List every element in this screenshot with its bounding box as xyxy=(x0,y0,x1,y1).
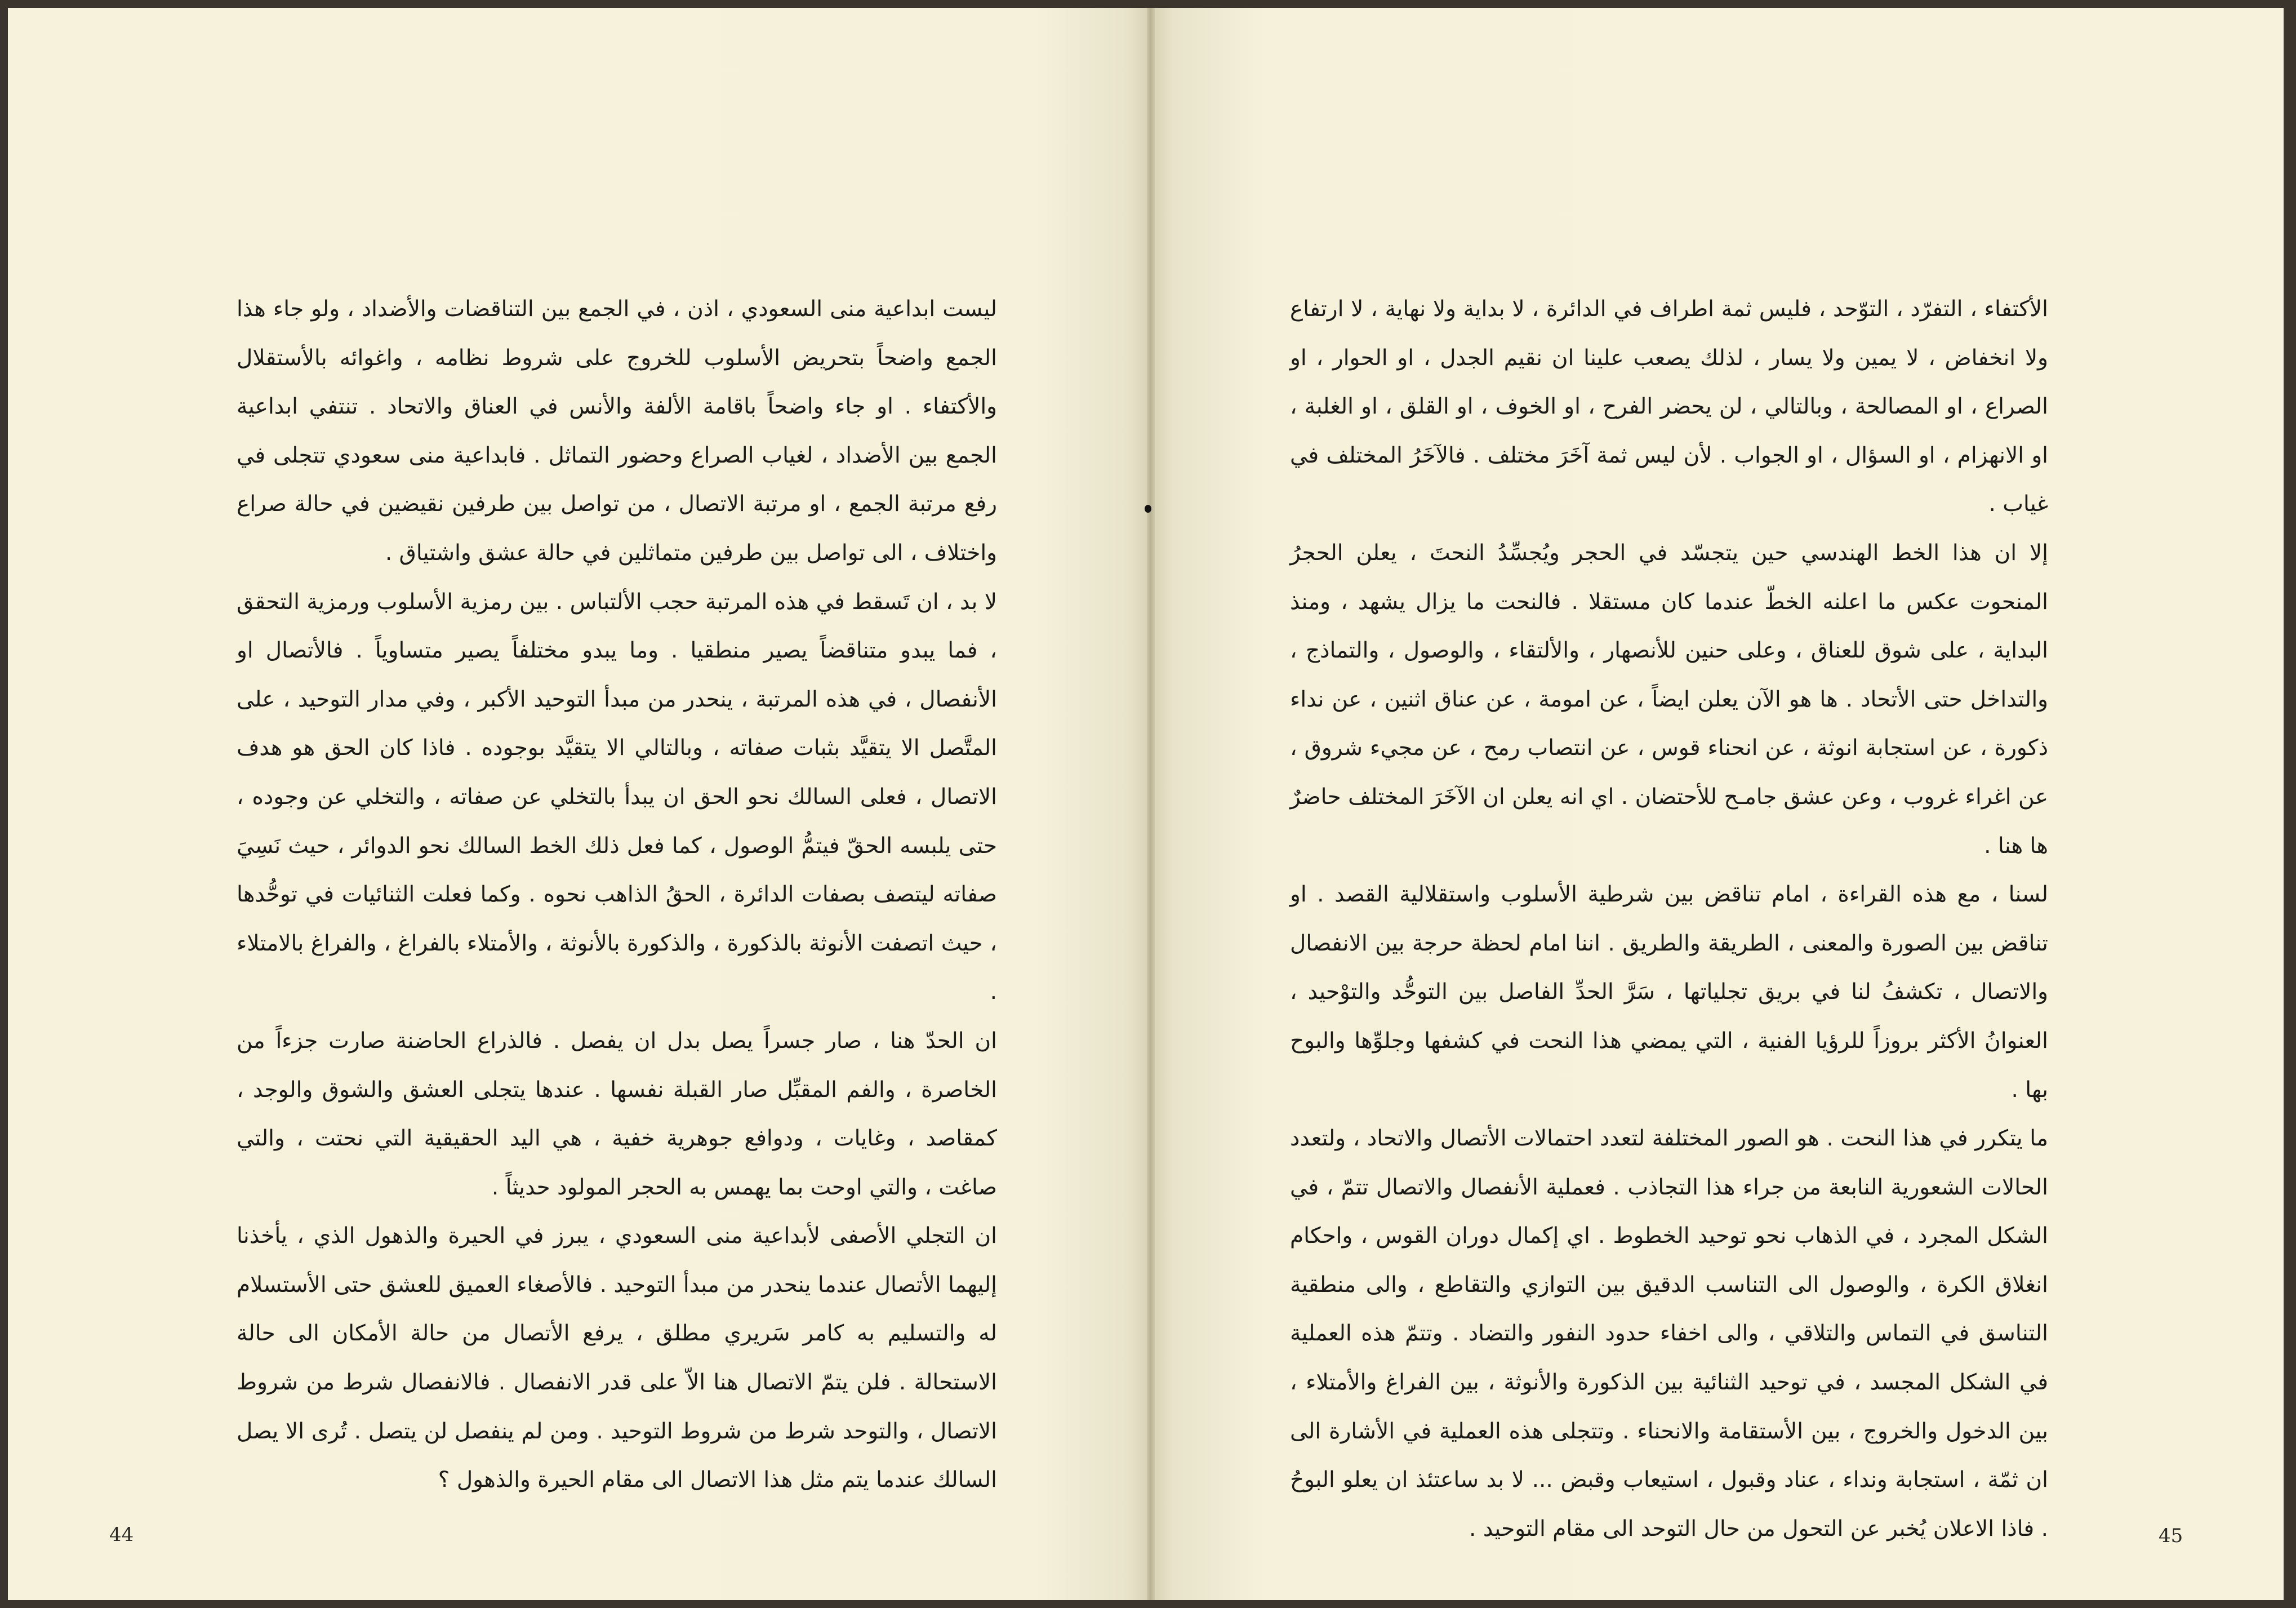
page-number-left: 44 xyxy=(109,1523,134,1546)
right-page xyxy=(1150,8,2284,1600)
left-paragraph-1: ليست ابداعية منى السعودي ، اذن ، في الجمع بين التناقضات والأضداد ، ولو جاء هذا الجمع واضحاً بتحريض الأسلوب للخروج على شروط نظامه ، واغوائه بالأستقلال والأكتفاء . او جاء واضحاً باقامة الألفة والأنس في العناق والاتحاد . تنتفي ابداعية الجمع بين الأضداد ، لغياب الصراع وحضور التماثل . فابداعية منى سعودي تتجلى في رفع مرتبة الجمع ، او مرتبة الاتصال ، من تواصل بين طرفين نقيضين في حالة صراع واختلاف ، الى تواصل بين طرفين متماثلين في حالة عشق واشتياق . xyxy=(237,296,997,566)
right-paragraph-1: الأكتفاء ، التفرّد ، التوّحد ، فليس ثمة اطراف في الدائرة ، لا بداية ولا نهاية ، لا ارتفاع ولا انخفاض ، لا يمين ولا يسار ، لذلك يصعب علينا ان نقيم الجدل ، او الحوار ، او الصراع ، او المصالحة ، وبالتالي ، لن يحضر الفرح ، او الخوف ، او القلق ، او الغلبة ، او الانهزام ، او السؤال ، او الجواب . لأن ليس ثمة آخَرَ مختلف . فالآخَرُ المختلف في غياب . xyxy=(1290,296,2048,517)
right-page-text xyxy=(1290,285,2048,1553)
ink-dot xyxy=(1145,505,1151,513)
right-paragraph-4: ما يتكرر في هذا النحت . هو الصور المختلفة لتعدد احتمالات الأتصال والاتحاد ، ولتعدد الحالات الشعورية النابعة من جراء هذا التجاذب . فعملية الأنفصال والاتصال تتمّ ، في الشكل المجرد ، في الذهاب نحو توحيد الخطوط . اي إكمال دوران القوس ، واحكام انغلاق الكرة ، والوصول الى التناسب الدقيق بين التوازي والتقاطع ، والى منطقية التناسق في التماس والتلاقي ، والى اخفاء حدود النفور والتضاد . وتتمّ هذه العملية في الشكل المجسد ، في توحيد الثنائية بين الذكورة والأنوثة ، بين الفراغ والأمتلاء ، بين الدخول والخروج ، بين الأستقامة والانحناء . وتتجلى هذه العملية في الأشارة الى ان ثمّة ، استجابة ونداء ، عناد وقبول ، استيعاب وقبض ... لا بد ساعتئذ ان يعلو البوحُ . فاذا الاعلان يُخبر عن التحول من حال التوحد الى مقام التوحيد . xyxy=(1290,1126,2048,1542)
right-paragraph-3: لسنا ، مع هذه القراءة ، امام تناقض بين شرطية الأسلوب واستقلالية القصد . او تناقض بين الصورة والمعنى ، الطريقة والطريق . اننا امام لحظة حرجة بين الانفصال والاتصال ، تكشفُ لنا في بريق تجلياتها ، سَرَّ الحدِّ الفاصل بين التوحُّد والتوْحيد ، العنوانُ الأكثر بروزاً للرؤيا الفنية ، التي يمضي هذا النحت في كشفها وجلوِّها والبوح بها . xyxy=(1290,882,2048,1103)
left-page-text xyxy=(237,285,997,1505)
left-paragraph-4: ان التجلي الأصفى لأبداعية منى السعودي ، يبرز في الحيرة والذهول الذي ، يأخذنا إليهما الأتصال عندما ينحدر من مبدأ التوحيد . فالأصغاء العميق للعشق حتى الأستسلام له والتسليم به كامر سَريري مطلق ، يرفع الأتصال من حالة الأمكان الى حالة الاستحالة . فلن يتمّ الاتصال هنا الاّ على قدر الانفصال . فالانفصال شرط من شروط الاتصال ، والتوحد شرط من شروط التوحيد . ومن لم ينفصل لن يتصل . تُرى الا يصل السالك عندما يتم مثل هذا الاتصال الى مقام الحيرة والذهول ؟ xyxy=(237,1223,997,1493)
left-paragraph-3: ان الحدّ هنا ، صار جسراً يصل بدل ان يفصل . فالذراع الحاضنة صارت جزءاً من الخاصرة ، والفم المقبِّل صار القبلة نفسها . عندها يتجلى العشق والشوق والوجد ، كمقاصد ، وغايات ، ودوافع جوهرية خفية ، هي اليد الحقيقية التي نحتت ، والتي صاغت ، والتي اوحت بما يهمس به الحجر المولود حديثاً . xyxy=(237,1028,997,1200)
left-paragraph-2: لا بد ، ان تَسقط في هذه المرتبة حجب الألتباس . بين رمزية الأسلوب ورمزية التحقق ، فما يبدو متناقضاً يصير منطقيا . وما يبدو مختلفاً يصير متساوياً . فالأتصال او الأنفصال ، في هذه المرتبة ، ينحدر من مبدأ التوحيد الأكبر ، وفي مدار التوحيد ، على المتَّصل الا يتقيَّد بثبات صفاته ، وبالتالي الا يتقيَّد بوجوده . فاذا كان الحق هو هدف الاتصال ، فعلى السالك نحو الحق ان يبدأ بالتخلي عن صفاته ، والتخلي عن وجوده ، حتى يلبسه الحقّ فيتمُّ الوصول ، كما فعل ذلك الخط السالك نحو الدوائر ، حيث نَسِيَ صفاته ليتصف بصفات الدائرة ، الحقُ الذاهب نحوه . وكما فعلت الثنائيات في توحُّدها ، حيث اتصفت الأنوثة بالذكورة ، والذكورة بالأنوثة ، والأمتلاء بالفراغ ، والفراغ بالامتلاء . xyxy=(237,589,997,1005)
open-book xyxy=(8,8,2284,1600)
right-paragraph-2: إلا ان هذا الخط الهندسي حين يتجسّد في الحجر ويُجسِّدُ النحتَ ، يعلن الحجرُ المنحوت عكس ما اعلنه الخطّ عندما كان مستقلا . فالنحت ما يزال يشهد ، ومنذ البداية ، على شوق للعناق ، وعلى حنين للأنصهار ، والألتقاء ، والوصول ، والتماذج ، والتداخل حتى الأتحاد . ها هو الآن يعلن ايضاً ، عن امومة ، عن عناق اثنين ، عن نداء ذكورة ، عن استجابة انوثة ، عن انحناء قوس ، عن انتصاب رمح ، عن مجيء شروق ، عن اغراء غروب ، وعن عشق جامـح للأحتضان . اي انه يعلن ان الآخَرَ المختلف حاضرٌ ها هنا . xyxy=(1290,540,2048,859)
left-page xyxy=(8,8,1150,1600)
page-number-right: 45 xyxy=(2159,1525,2183,1547)
book-gutter xyxy=(1147,8,1155,1600)
